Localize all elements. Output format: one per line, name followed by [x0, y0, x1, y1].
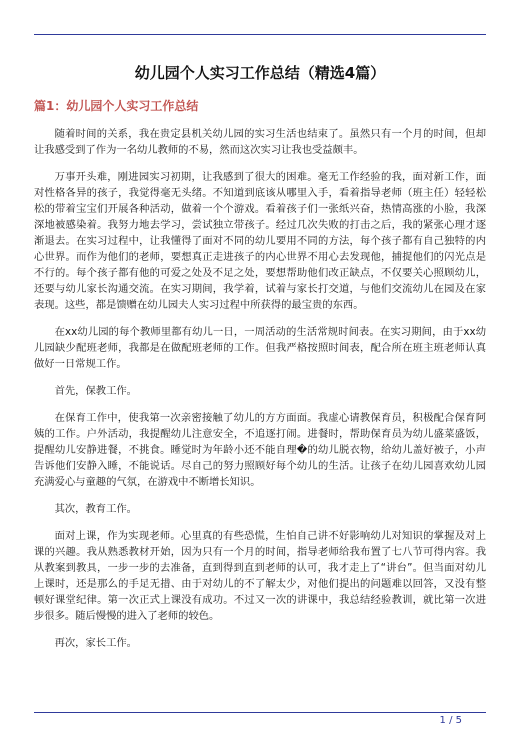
page-number: 1 / 5 — [439, 715, 462, 726]
paragraph: 在xx幼儿园的每个教师里都有幼儿一日，一周活动的生活常规时间表。在实习期间，由于xx幼儿园缺少配班老师，我都是在做配班老师的工作。但我严格按照时间表，配合所在班主班老师认真做好一日常规工作。 — [34, 326, 486, 370]
header-rule — [34, 34, 486, 35]
document-body — [34, 62, 486, 662]
paragraph: 在保育工作中，使我第一次亲密接触了幼儿的方方面面。我虚心请教保育员，积极配合保育阿姨的工作。户外活动，我提醒幼儿注意安全，不追逐打闹。进餐时，帮助保育员为幼儿盛菜盛饭，提醒幼儿安静进餐，不挑食。睡觉时为年龄小还不能自理�的幼儿脱衣物，给幼儿盖好被子，小声告诉他们安静入睡，不能说话。尽自己的努力照顾好每个幼儿的生活。让孩子在幼儿园喜欢幼儿园充满爱心与童趣的气氛，在游戏中不断增长知识。 — [34, 412, 486, 488]
paragraph: 万事开头难，刚进园实习初期，让我感到了很大的困难。毫无工作经验的我，面对新工作，面对性格各异的孩子，我觉得毫无头绪。不知道到底该从哪里入手，看着指导老师（班主任）轻轻松松的带着宝宝们开展各种活动，做着一个个游戏。看着孩子们一张纸兴奋，热情高涨的小脸，我深深地被感染着。我努力地去学习，尝试独立带孩子。经过几次失败的打击之后，我的紧张心理才逐渐退去。在实习过程中，让我懂得了面对不同的幼儿要用不同的方法，每个孩子都有自己独特的内心世界。而作为他们的老师，要想真正走进孩子的内心世界不用心去发现他，捕捉他们的闪光点是不行的。每个孩子都有他的可爱之处及不足之处，要想帮助他们改正缺点，不仅要关心照顾幼儿，还要与幼儿家长沟通交流。在实习期间，我学着，试着与家长打交道，与他们交流幼儿在园及在家表现。这些，都是馈赠在幼儿园夫人实习过程中所获得的最宝贵的东西。 — [34, 171, 486, 311]
paragraph: 面对上课，作为实现老师。心里真的有些恐慌，生怕自己讲不好影响幼儿对知识的掌握及对上课的兴趣。我从熟悉教材开始，因为只有一个月的时间，指导老师给我布置了七八节可得内容。我从教案到教具，一步一步的去准备，直到得到直到老师的认可，我才走上了“讲台”。但当面对幼儿上课时，还是那么的手足无措、由于对幼儿的不了解太少，对他们提出的问题难以回答，又没有整顿好课堂纪律。第一次正式上课没有成功。不过又一次的讲课中，我总结经验教训，就比第一次进步很多。随后慢慢的进入了老师的较色。 — [34, 530, 486, 622]
footer-rule — [34, 712, 486, 713]
section-heading: 篇1：幼儿园个人实习工作总结 — [34, 99, 199, 113]
paragraph: 再次，家长工作。 — [54, 637, 137, 649]
document-title: 幼儿园个人实习工作总结（精选4篇） — [134, 64, 386, 82]
paragraph: 其次，教育工作。 — [54, 503, 137, 515]
paragraph: 随着时间的关系，我在贵定县机关幼儿园的实习生活也结束了。虽然只有一个月的时间，但却让我感受到了作为一名幼儿教师的不易，然而这次实习让我也受益颇丰。 — [34, 128, 486, 156]
paragraph: 首先，保教工作。 — [54, 385, 137, 397]
